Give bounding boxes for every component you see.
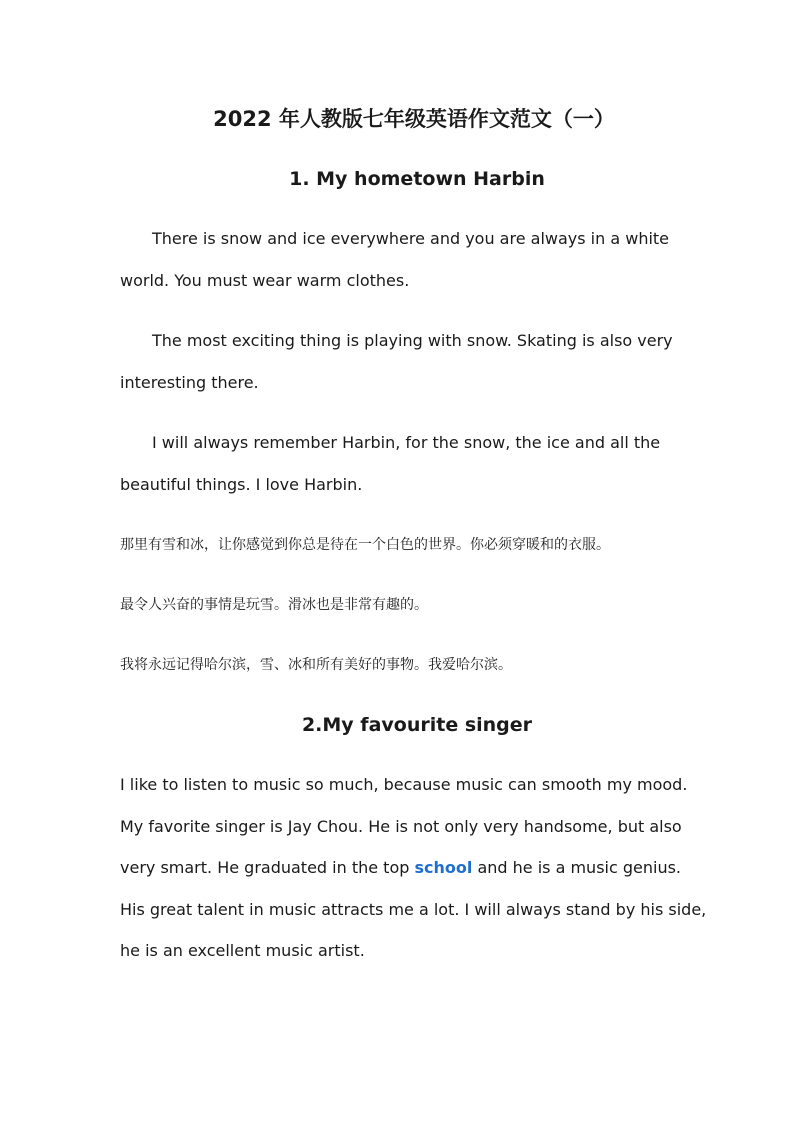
document-title: 2022 年人教版七年级英语作文范文（一） (213, 107, 615, 131)
paragraph-line: The most exciting thing is playing with snow. Skating is also very (152, 331, 673, 350)
paragraph-line: I will always remember Harbin, for the snow, the ice and all the (152, 433, 661, 452)
paragraph-line: His great talent in music attracts me a lot. I will always stand by his side, (120, 899, 707, 919)
paragraph-line (120, 847, 680, 889)
paragraph-remember-harbin (120, 422, 680, 506)
paragraph-line: interesting there. (120, 373, 259, 392)
line-text: and he is a music genius. (472, 858, 681, 877)
line-text: very smart. He graduated in the top (120, 858, 415, 877)
translation-line: 最令人兴奋的事情是玩雪。滑冰也是非常有趣的。 (120, 597, 428, 613)
school-link[interactable]: school (414, 858, 473, 877)
translation-line: 那里有雪和冰，让你感觉到你总是待在一个白色的世界。你必须穿暖和的衣服。 (120, 537, 610, 553)
paragraph-snow-ice (120, 218, 680, 302)
paragraph-favourite-singer (120, 764, 707, 972)
paragraph-exciting-thing (120, 320, 680, 404)
paragraph-line: beautiful things. I love Harbin. (120, 475, 363, 494)
paragraph-line: My favorite singer is Jay Chou. He is not only very handsome, but also (120, 816, 682, 836)
paragraph-line: There is snow and ice everywhere and you are always in a white (152, 229, 670, 248)
paragraph-line: I like to listen to music so much, because music can smooth my mood. (120, 775, 688, 794)
paragraph-line: he is an excellent music artist. (120, 941, 365, 960)
section-heading-favourite-singer: 2.My favourite singer (301, 714, 533, 736)
paragraph-line: world. You must wear warm clothes. (120, 271, 410, 290)
section-heading-hometown: 1. My hometown Harbin (289, 168, 545, 190)
translation-line: 我将永远记得哈尔滨，雪、冰和所有美好的事物。我爱哈尔滨。 (120, 657, 512, 673)
